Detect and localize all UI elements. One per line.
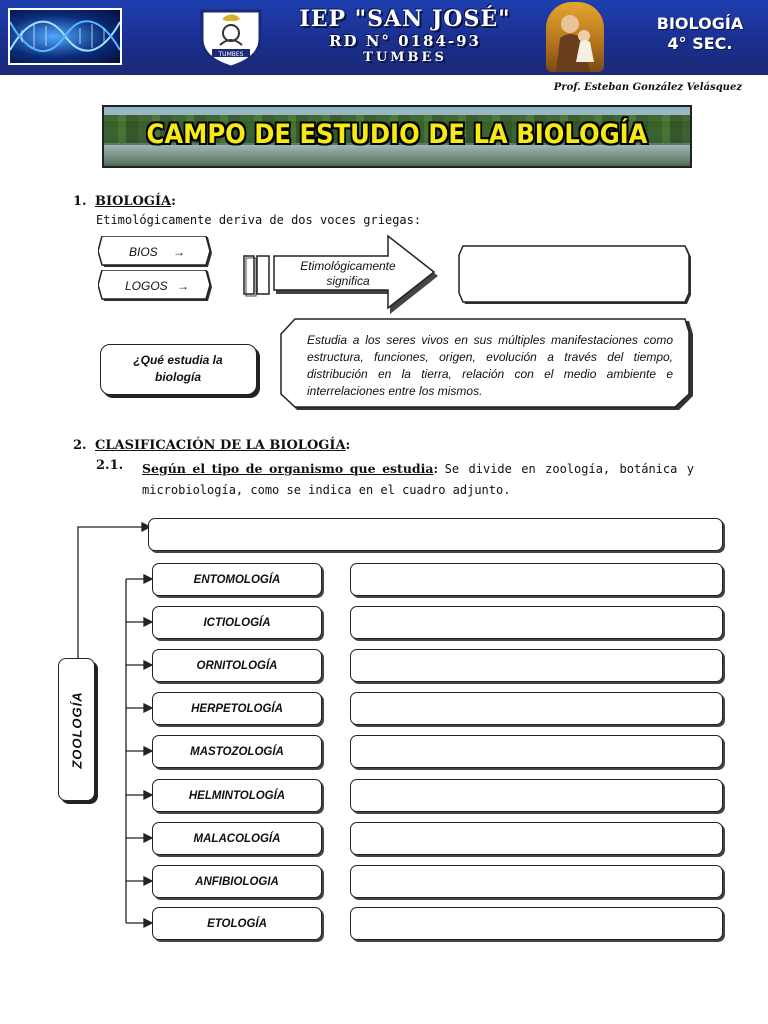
zoology-root-box [58,658,95,801]
meaning-answer-box[interactable] [457,245,693,307]
definition-text: Estudia a los seres vivos en sus múltiples manifestaciones como estructura, funciones, origen, evolución a través del tiempo, distribución en la tierra, relación con el medio ambiente e interrelaciones entre los mismos. [307,333,673,398]
dna-helix-icon [10,10,120,63]
shield-text: TUMBES [218,51,244,58]
branch-box [152,649,322,682]
bios-arrow-icon: → [173,245,186,259]
resolution-number: RD N° 0184-93 [329,32,481,50]
logos-label [125,279,189,293]
school-shield-logo [198,5,264,69]
question-text: ¿Qué estudia la biología [133,353,223,384]
branch-box [152,779,322,812]
bios-label [129,245,185,259]
zoology-label: ZOOLOGÍA [69,690,84,769]
school-title [290,8,520,64]
branch-label: ORNITOLOGÍA [196,659,278,672]
branch-answer-box[interactable] [350,735,723,768]
branch-label: MASTOZOLOGÍA [190,745,284,758]
section2-1-text: Se divide en zoología, botánica y microbiología, como se indica en el cuadro adjunto. [142,462,694,497]
branch-answer-box[interactable] [350,822,723,855]
big-arrow-text: Etimológicamente significa [300,259,396,288]
logos-arrow-icon: → [177,279,190,293]
branch-answer-box[interactable] [350,649,723,682]
subject-name: BIOLOGÍA [656,14,744,33]
branch-answer-box[interactable] [350,907,723,940]
dna-image [8,8,122,65]
branch-box [152,865,322,898]
logos-text: LOGOS [125,279,168,293]
equals-bars-icon [242,254,274,298]
header-banner [0,0,768,75]
section1-title: BIOLOGÍA [95,194,172,209]
section1-intro: Etimológicamente deriva de dos voces griegas: [96,213,422,227]
title-banner [102,105,692,168]
section2-1-heading: Según el tipo de organismo que estudia [142,461,434,476]
grade-level: 4° SEC. [667,34,733,53]
section2-number: 2. [73,438,87,453]
branch-box [152,735,322,768]
section2-title: CLASIFICACIÓN DE LA BIOLOGÍA [95,438,346,453]
branch-box [152,822,322,855]
subject-label [636,14,764,54]
bios-text: BIOS [129,245,158,259]
branch-label: MALACOLOGÍA [193,832,281,845]
branch-box [152,692,322,725]
author-name: Prof. Esteban González Velásquez [553,82,742,93]
branch-answer-box[interactable] [350,779,723,812]
branch-box [152,563,322,596]
branch-label: HELMINTOLOGÍA [188,789,286,802]
section2-heading: 2. CLASIFICACIÓN DE LA BIOLOGÍA: [73,438,351,453]
branch-box [152,907,322,940]
zoology-definition-answer[interactable] [148,518,723,551]
branch-label: HERPETOLOGÍA [191,702,283,715]
branch-box [152,606,322,639]
page-title: CAMPO DE ESTUDIO DE LA BIOLOGÍA [146,119,648,150]
branch-label: ICTIOLOGÍA [203,616,271,629]
branch-label: ANFIBIOLOGIA [195,875,279,888]
branch-answer-box[interactable] [350,606,723,639]
branch-answer-box[interactable] [350,692,723,725]
section1-heading: 1. BIOLOGÍA: [73,194,176,209]
section2-1-number: 2.1. [96,458,124,473]
branch-answer-box[interactable] [350,563,723,596]
section2-1-paragraph: Según el tipo de organismo que estudia: Se divide en zoología, botánica y microbiología, como se indica en el cuadro adjunto. [142,461,694,497]
branch-label: ETOLOGÍA [207,917,267,930]
school-name: IEP "SAN JOSÉ" [299,6,511,32]
school-city: TUMBES [363,50,447,65]
branch-answer-box[interactable] [350,865,723,898]
section1-number: 1. [73,194,87,209]
branch-label: ENTOMOLOGÍA [193,573,281,586]
saint-joseph-image [546,2,604,72]
